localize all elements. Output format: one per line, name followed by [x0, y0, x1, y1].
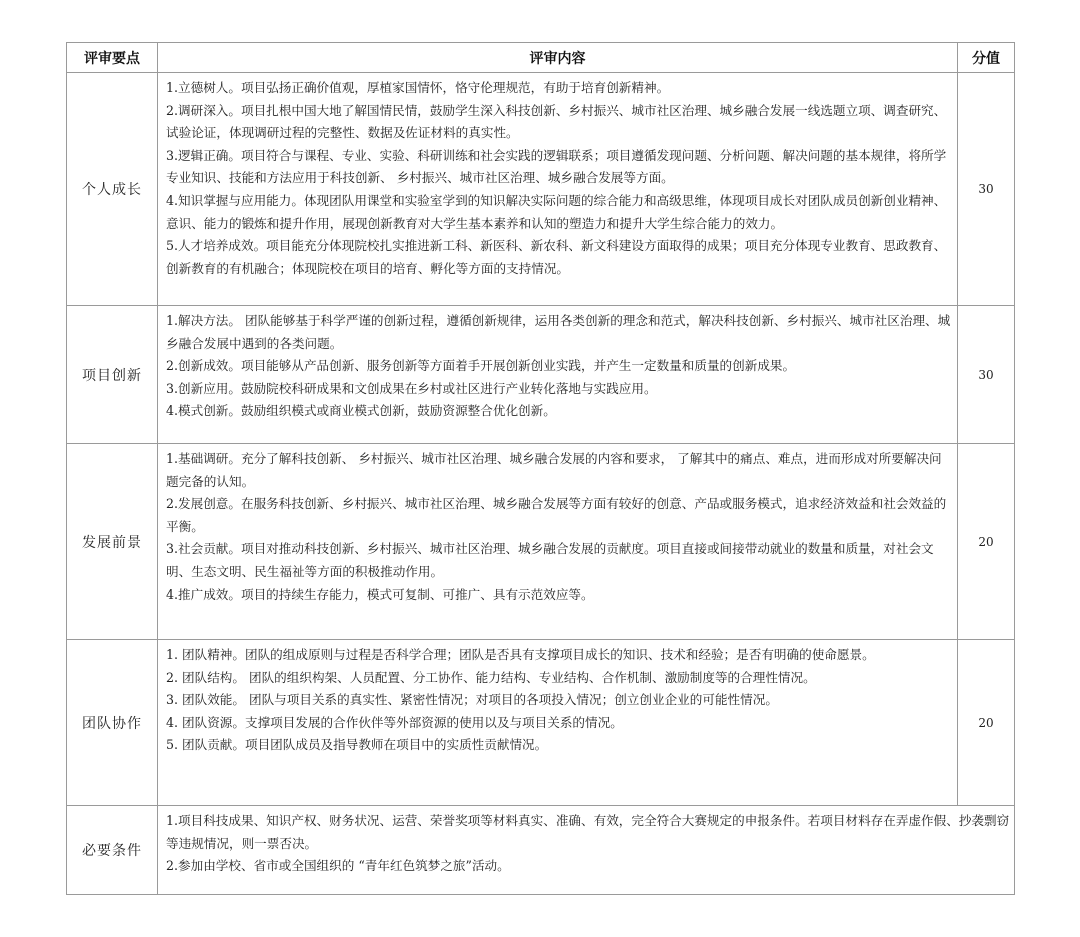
- content-cell: [158, 444, 958, 640]
- category-cell: 个人成长: [67, 73, 158, 306]
- criterion-item: 1.解决方法。 团队能够基于科学严谨的创新过程，遵循创新规律，运用各类创新的理念和范式，解决科技创新、乡村振兴、城市社区治理、城乡融合发展中遇到的各类问题。: [166, 313, 951, 351]
- content-cell: [158, 73, 958, 306]
- score-cell: 30: [958, 73, 1015, 306]
- criterion-item: 4.知识掌握与应用能力。体现团队用课堂和实验室学到的知识解决实际问题的综合能力和高级思维，体现项目成长对团队成员创新创业精神、意识、能力的锻炼和提升作用，展现创新教育对大学生基本素养和认知的塑造力和提升大学生综合能力的效力。: [166, 192, 947, 231]
- criterion-item: 3.社会贡献。项目对推动科技创新、乡村振兴、城市社区治理、城乡融合发展的贡献度。项目直接或间接带动就业的数量和质量，对社会文明、生态文明、民生福祉等方面的积极推动作用。: [166, 541, 934, 579]
- score-cell: 20: [958, 640, 1015, 806]
- content-cell: [158, 306, 958, 444]
- evaluation-table: [66, 42, 1015, 895]
- criterion-item: 5. 团队贡献。项目团队成员及指导教师在项目中的实质性贡献情况。: [166, 737, 548, 753]
- category-cell: 必要条件: [67, 806, 158, 895]
- criterion-item: 3.创新应用。鼓励院校科研成果和文创成果在乡村或社区进行产业转化落地与实践应用。: [166, 380, 657, 396]
- table-row-development-prospects: [67, 444, 1015, 640]
- criterion-item: 1.基础调研。充分了解科技创新、 乡村振兴、城市社区治理、城乡融合发展的内容和要求， 了解其中的痛点、难点，进而形成对所要解决问题完备的认知。: [166, 451, 942, 489]
- criterion-item: 4. 团队资源。支撑项目发展的合作伙伴等外部资源的使用以及与项目关系的情况。: [166, 714, 623, 730]
- criterion-item: 3. 团队效能。 团队与项目关系的真实性、紧密性情况；对项目的各项投入情况；创立创业企业的可能性情况。: [166, 692, 778, 708]
- criterion-item: 1. 团队精神。团队的组成原则与过程是否科学合理；团队是否具有支撑项目成长的知识、技术和经验；是否有明确的使命愿景。: [166, 647, 875, 662]
- score-cell: 30: [958, 306, 1015, 444]
- criterion-item: 2. 团队结构。 团队的组织构架、人员配置、分工协作、能力结构、专业结构、合作机制、激励制度等的合理性情况。: [166, 669, 816, 685]
- table-row-team-collaboration: [67, 640, 1015, 806]
- header-category: 评审要点: [67, 43, 158, 73]
- criterion-item: 5.人才培养成效。项目能充分体现院校扎实推进新工科、新医科、新农科、新文科建设方面取得的成果；项目充分体现专业教育、思政教育、创新教育的有机融合；体现院校在项目的培育、孵化等方面的支持情况。: [166, 238, 947, 276]
- header-content: 评审内容: [158, 43, 958, 73]
- criterion-item: 2.参加由学校、省市或全国组织的 “青年红色筑梦之旅”活动。: [166, 858, 510, 874]
- table-row-requirements: [67, 806, 1015, 895]
- criterion-item: 2.调研深入。项目扎根中国大地了解国情民情，鼓励学生深入科技创新、乡村振兴、城市社区治理、城乡融合发展一线选题立项、调查研究、试验论证，体现调研过程的完整性、数据及佐证材料的真实性。: [166, 102, 947, 141]
- category-cell: 发展前景: [67, 444, 158, 640]
- criterion-item: 4.推广成效。项目的持续生存能力，模式可复制、可推广、具有示范效应等。: [166, 586, 594, 602]
- criterion-item: 4.模式创新。鼓励组织模式或商业模式创新，鼓励资源整合优化创新。: [166, 403, 556, 419]
- criterion-item: 2.发展创意。在服务科技创新、乡村振兴、城市社区治理、城乡融合发展等方面有较好的创意、产品或服务模式，追求经济效益和社会效益的平衡。: [166, 496, 947, 534]
- table-row-project-innovation: [67, 306, 1015, 444]
- category-cell: 项目创新: [67, 306, 158, 444]
- table-row-personal-growth: [67, 73, 1015, 306]
- content-cell: [158, 640, 958, 806]
- header-score: 分值: [958, 43, 1015, 73]
- category-cell: 团队协作: [67, 640, 158, 806]
- score-cell: 20: [958, 444, 1015, 640]
- criterion-item: 1.项目科技成果、知识产权、财务状况、运营、荣誉奖项等材料真实、准确、有效，完全符合大赛规定的申报条件。若项目材料存在弄虚作假、抄袭剽窃等违规情况，则一票否决。: [166, 813, 1010, 851]
- header-row: [67, 43, 1015, 73]
- content-cell: [158, 806, 1015, 895]
- criterion-item: 2.创新成效。项目能够从产品创新、服务创新等方面着手开展创新创业实践，并产生一定数量和质量的创新成果。: [166, 358, 796, 374]
- criterion-item: 1.立德树人。项目弘扬正确价值观，厚植家国情怀，恪守伦理规范，有助于培育创新精神。: [166, 80, 670, 95]
- criterion-item: 3.逻辑正确。项目符合与课程、专业、实验、科研训练和社会实践的逻辑联系；项目遵循发现问题、分析问题、解决问题的基本规律，将所学专业知识、技能和方法应用于科技创新、 乡村振兴、城市社区治理、城乡融合发展等方面。: [166, 147, 947, 186]
